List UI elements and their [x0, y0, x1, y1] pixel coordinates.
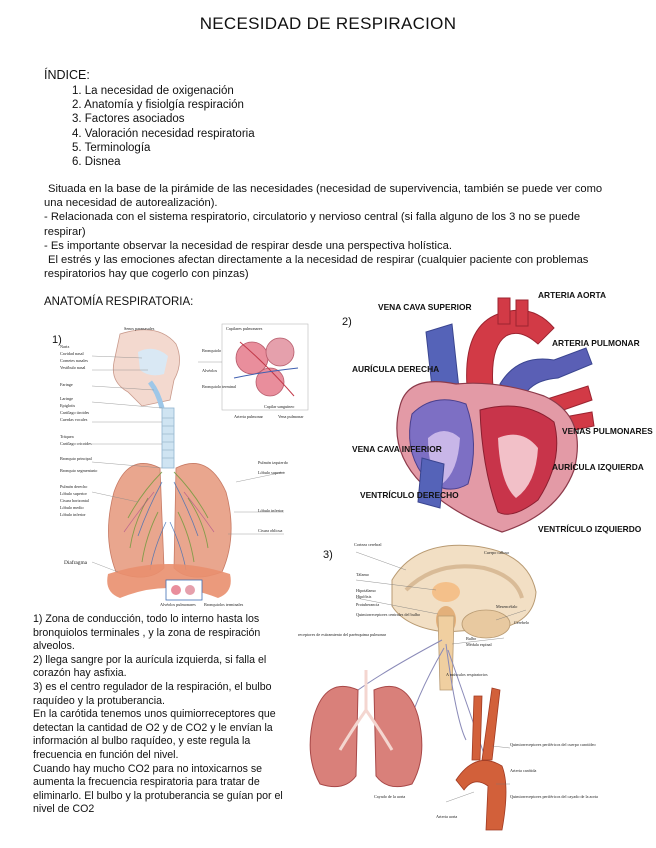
fig1-label: Lóbulo medio — [60, 505, 84, 510]
fig1-label: Bronquiolo — [202, 348, 222, 353]
fig1-label: Bronquiolos terminales — [204, 602, 244, 607]
label-auricula-izquierda: AURÍCULA IZQUIERDA — [552, 462, 644, 472]
fig1-label: Cisura horizontal — [60, 498, 89, 503]
fig1-label: Cuerdas vocales — [60, 417, 88, 422]
figure-1-left-labels — [60, 344, 97, 566]
fig3-label: Hipófisis — [356, 594, 372, 599]
index-heading: ÍNDICE: — [44, 68, 90, 82]
label-auricula-derecha: AURÍCULA DERECHA — [352, 364, 440, 374]
intro-paragraph: El estrés y las emociones afectan directamente a la necesidad de respirar (cualquier paciente con problemas respiratorios hay que cogerlo con pinzas) — [44, 254, 589, 281]
fig3-label: Cerebelo — [514, 620, 530, 625]
fig1-label: Capilares pulmonares — [226, 326, 263, 331]
fig1-label: Bronquiolo terminal — [202, 384, 237, 389]
fig1-label: Vestíbulo nasal — [60, 365, 86, 370]
note-paragraph: 1) Zona de conducción, todo lo interno hasta los bronquiolos terminales , y la zona de respiración alveolos. — [33, 613, 261, 653]
fig3-label: Quimiorreceptores periféricos del cayado de la aorta — [510, 794, 598, 799]
label-ventriculo-derecho: VENTRÍCULO DERECHO — [360, 490, 459, 500]
fig1-label: Cartílago tiroides — [60, 410, 90, 415]
fig3-label: Arteria carótida — [510, 768, 537, 773]
label-arteria-pulmonar: ARTERIA PULMONAR — [552, 338, 640, 348]
fig1-label: Bronquio segmentario — [60, 468, 98, 473]
index-list — [72, 84, 255, 169]
fig3-label: Médula espinal — [466, 642, 492, 647]
respiratory-system-figure — [58, 322, 330, 610]
fig1-label: Alvéolos — [202, 368, 218, 373]
figure-1-label: 1) — [52, 334, 62, 346]
fig1-label: Laringe — [60, 396, 74, 401]
intro-text — [44, 182, 610, 281]
intro-paragraph: - Es importante observar la necesidad de respirar desde una perspectiva holística. — [44, 239, 452, 252]
label-vena-cava-superior: VENA CAVA SUPERIOR — [378, 302, 472, 312]
figure-2-label: 2) — [342, 316, 352, 328]
fig1-label: Pulmón derecho — [60, 484, 88, 489]
anatomy-heading: ANATOMÍA RESPIRATORIA: — [44, 296, 194, 308]
fig1-label: Diafragma — [64, 560, 88, 566]
fig1-label: Cavidad nasal — [60, 351, 84, 356]
figure-3-label: 3) — [323, 549, 333, 561]
respiratory-control-figure — [296, 540, 626, 832]
heart-figure — [348, 288, 653, 550]
fig1-label: Lóbulo superior — [258, 470, 285, 475]
fig1-label: Alvéolos pulmonares — [160, 602, 196, 607]
note-paragraph: En la carótida tenemos unos quimiorreceptores que detectan la cantidad de O2 y de CO2 y le envían la información al bulbo raquídeo, y este regula la frecuencia en función del nivel. — [33, 708, 276, 761]
figure-notes — [33, 613, 301, 817]
fig1-label: Senos paranasales — [124, 326, 155, 331]
fig3-label: Tálamo — [356, 572, 369, 577]
fig1-label: Lóbulo inferior — [258, 508, 284, 513]
fig3-label: Mesencéfalo — [496, 604, 518, 609]
index-item: 5. Terminología — [72, 141, 151, 154]
index-item: 3. Factores asociados — [72, 113, 185, 126]
fig1-label: Lóbulo superior — [60, 491, 87, 496]
label-vena-cava-inferior: VENA CAVA INFERIOR — [352, 444, 442, 454]
index-item: 6. Disnea — [72, 156, 121, 169]
fig3-label: Bulbo — [466, 636, 477, 641]
fig1-label: Tráquea — [60, 434, 74, 439]
page-title: NECESIDAD DE RESPIRACION — [199, 14, 457, 33]
fig3-label: Quimiorreceptores centrales del bulbo — [356, 612, 421, 617]
fig3-label: Protuberancia — [356, 602, 380, 607]
note-paragraph: 2) llega sangre por la aurícula izquierda, si falla el corazón hay asfixia. — [33, 653, 267, 680]
fig3-label: Cayado de la aorta — [374, 794, 406, 799]
fig1-label: Cornetes nasales — [60, 358, 89, 363]
index-item: 4. Valoración necesidad respiratoria — [72, 127, 255, 140]
fig1-label: Cisura oblicua — [258, 528, 283, 533]
fig1-label: Arteria pulmonar — [234, 414, 263, 419]
fig3-label: Corteza cerebral — [354, 542, 382, 547]
fig3-label: A músculos respiratorios — [446, 672, 488, 677]
intro-paragraph: Situada en la base de la pirámide de las necesidades (necesidad de supervivencia, también se puede ver como una necesidad de autorealización). — [44, 183, 603, 210]
fig1-label: Lóbulo inferior — [60, 512, 86, 517]
fig1-label: Faringe — [60, 382, 73, 387]
note-paragraph: Cuando hay mucho CO2 para no intoxicarnos se aumenta la frecuencia respiratoria para tratar de eliminarlo. El bulbo y la protuberancia se guían por el nivel de CO2 — [33, 762, 283, 816]
fig3-label: Quimiorreceptores periféricos del cuerpo carotídeo — [510, 742, 596, 747]
index-item: 2. Anatomía y fisiolgía respiración — [72, 99, 244, 112]
fig1-label: Cartílago cricoides — [60, 441, 92, 446]
fig3-label: receptores de estiramiento del parénquima pulmonar — [298, 632, 387, 637]
fig1-label: Nariz — [60, 344, 70, 349]
note-paragraph: 3) es el centro regulador de la respiración, el bulbo raquídeo y la protuberancia. — [33, 680, 272, 707]
label-arteria-aorta: ARTERIA AORTA — [538, 290, 607, 300]
fig1-label: Pulmón izquierdo — [258, 460, 288, 465]
label-venas-pulmonares: VENAS PULMONARES — [562, 426, 653, 436]
intro-paragraph: - Relacionada con el sistema respiratorio, circulatorio y nervioso central (si falla alguno de los 3 no se puede respirar) — [44, 211, 581, 238]
fig3-label: Arteria aorta — [436, 814, 458, 819]
fig1-label: Epiglotis — [60, 403, 76, 408]
fig1-label: Vena pulmonar — [278, 414, 304, 419]
fig1-label: Bronquio principal — [60, 456, 92, 461]
fig3-label: Cuerpo calloso — [484, 550, 510, 555]
label-ventriculo-izquierdo: VENTRÍCULO IZQUIERDO — [538, 524, 642, 534]
fig3-label: Hipotálamo — [356, 588, 376, 593]
index-item: 1. La necesidad de oxigenación — [72, 85, 234, 97]
fig1-label: Capilar sanguíneo — [264, 404, 295, 409]
